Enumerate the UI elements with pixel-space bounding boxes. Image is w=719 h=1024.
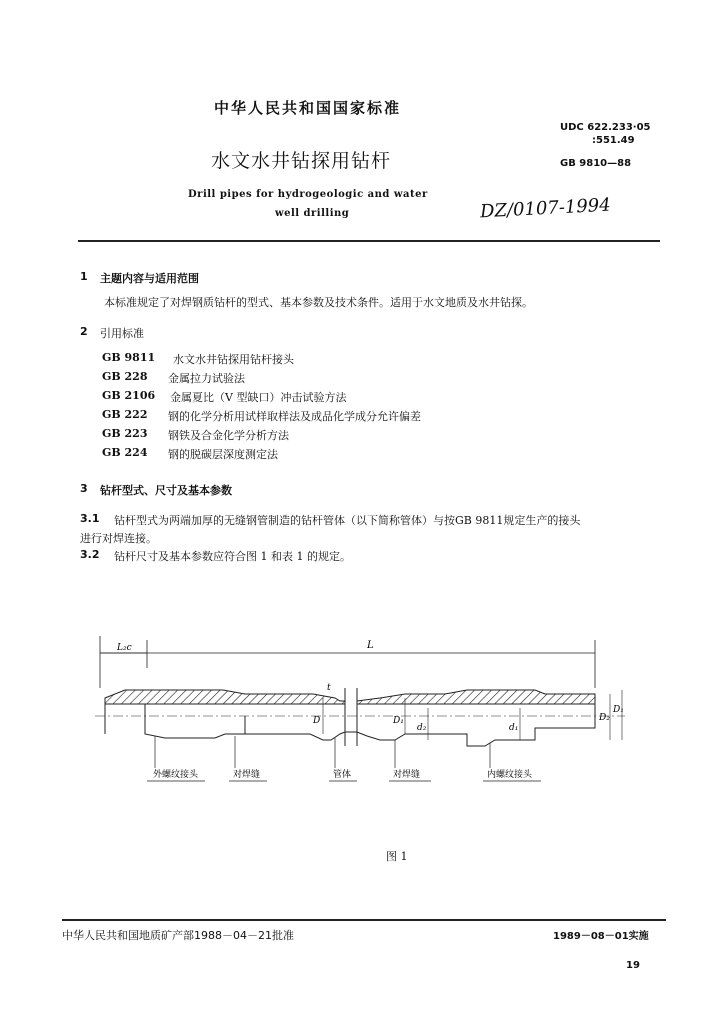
page-number: 19 [626, 960, 640, 971]
header-rule [78, 240, 660, 242]
ref-code: GB 228 [102, 370, 148, 383]
document-title: 水文水井钻探用钻杆 [211, 150, 392, 172]
ref-name: 钢的脱碳层深度测定法 [168, 448, 278, 461]
ref-name: 金属拉力试验法 [168, 372, 245, 385]
figure-caption: 图 1 [386, 850, 408, 863]
issuing-authority: 中华人民共和国国家标准 [214, 99, 402, 117]
label-weld-left: 对焊缝 [233, 770, 261, 780]
dim-d2: d₂ [417, 723, 427, 733]
dim-lpc: L₂c [117, 643, 132, 653]
male-joint-wall [105, 690, 345, 704]
section-1-number: 1 [80, 270, 88, 283]
dim-t: t [327, 683, 331, 693]
label-male-joint: 外螺纹接头 [153, 770, 199, 780]
clause-text: 钻杆型式为两端加厚的无缝钢管制造的钻杆管体（以下简称管体）与按GB 9811规定生产的接头 [114, 514, 581, 527]
label-female-joint: 内螺纹接头 [487, 770, 533, 780]
handwritten-annotation: DZ/0107-1994 [479, 194, 612, 223]
section-2-number: 2 [80, 325, 88, 338]
ref-code: GB 223 [102, 427, 148, 440]
section-1-body: 本标准规定了对焊钢质钻杆的型式、基本参数及技术条件。适用于水文地质及水井钻探。 [104, 296, 533, 309]
ref-code: GB 2106 [102, 389, 156, 402]
ref-name: 水文水井钻探用钻杆接头 [173, 353, 294, 366]
dim-D3: D₁ [613, 705, 624, 715]
clause-number: 3.1 [80, 512, 100, 525]
dim-D2: D₂ [599, 713, 610, 723]
approval-statement: 中华人民共和国地质矿产部1988－04－21批准 [62, 929, 294, 942]
english-title-line1: Drill pipes for hydrogeologic and water [188, 189, 428, 200]
dim-D1: D₁ [393, 716, 404, 726]
english-title-line2: well drilling [275, 208, 350, 219]
footer-rule [62, 919, 666, 921]
section-2-title: 引用标准 [100, 327, 144, 340]
clause-number: 3.2 [80, 548, 100, 561]
section-3-number: 3 [80, 482, 88, 495]
udc-code-suffix: :551.49 [592, 135, 635, 146]
female-joint-wall [357, 690, 595, 704]
clause-text: 钻杆尺寸及基本参数应符合图 1 和表 1 的规定。 [114, 550, 351, 563]
dim-L: L [367, 640, 374, 651]
section-1-title: 主题内容与适用范围 [100, 272, 199, 285]
clause-text-continued: 进行对焊连接。 [80, 532, 157, 545]
implementation-date: 1989－08－01实施 [553, 931, 649, 942]
ref-name: 钢的化学分析用试样取样法及成品化学成分允许偏差 [168, 410, 421, 423]
ref-name: 金属夏比（V 型缺口）冲击试验方法 [170, 391, 347, 404]
ref-code: GB 224 [102, 446, 148, 459]
ref-code: GB 9811 [102, 351, 156, 364]
section-3-title: 钻杆型式、尺寸及基本参数 [100, 484, 232, 497]
ref-name: 钢铁及合金化学分析方法 [168, 429, 289, 442]
ref-code: GB 222 [102, 408, 148, 421]
label-weld-right: 对焊缝 [393, 770, 421, 780]
dim-D: D [313, 716, 321, 726]
standard-number: GB 9810—88 [560, 158, 632, 169]
drill-pipe-figure [95, 628, 625, 788]
pipe-outline [105, 704, 335, 738]
label-pipe-body: 管体 [333, 770, 352, 780]
udc-code: UDC 622.233·05 [560, 122, 651, 133]
dim-d1: d₁ [509, 723, 519, 733]
